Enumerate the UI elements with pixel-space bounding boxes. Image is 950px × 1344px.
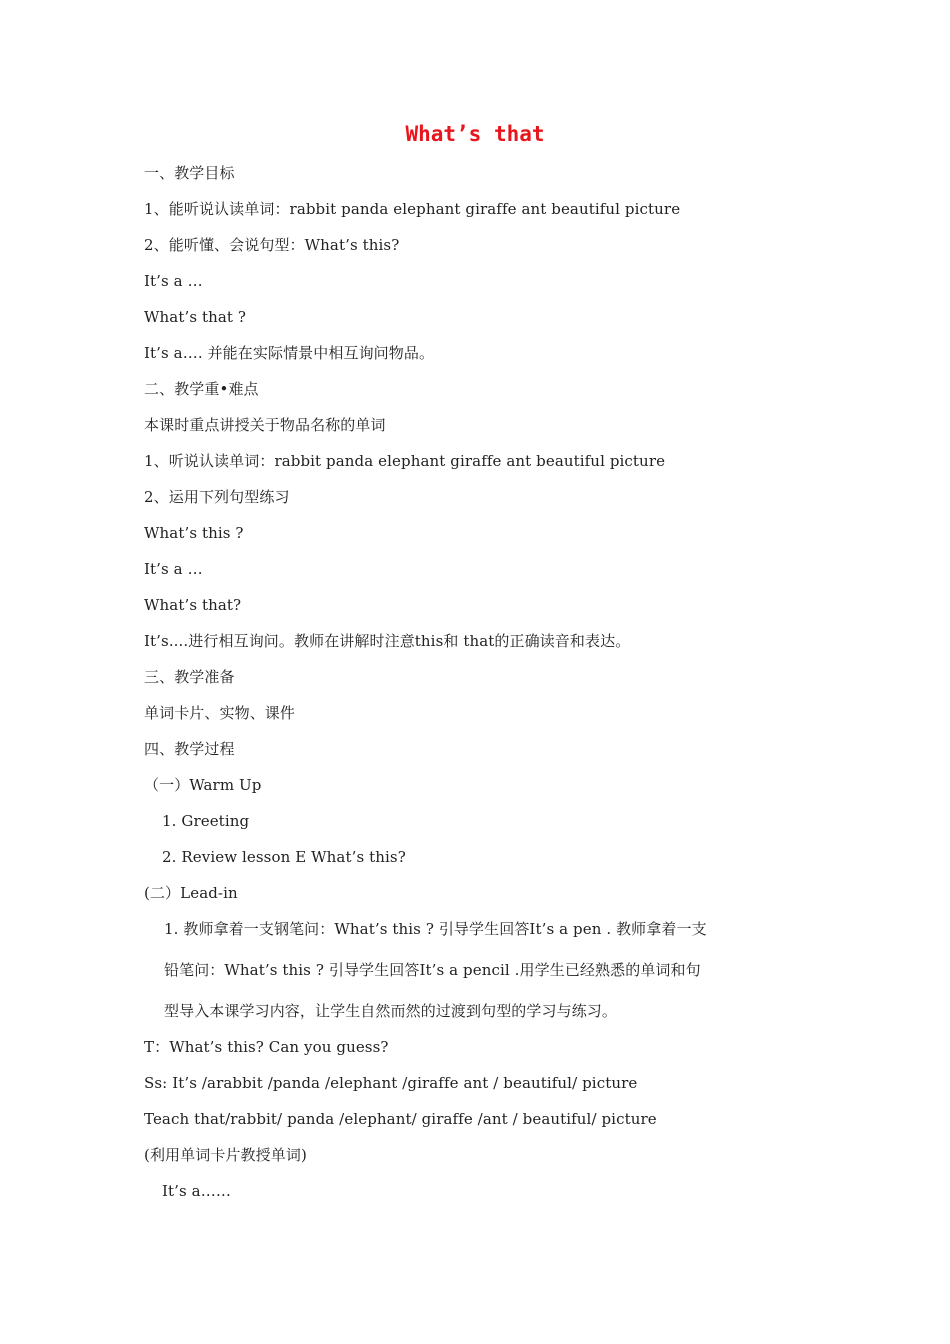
dialogue-students: Ss: It’s /arabbit /panda /elephant /giraffe ant / beautiful/ picture: [144, 1074, 638, 1092]
key-point-item-2: 2、运用下列句型练习: [144, 488, 290, 506]
pattern-line: It’s a…. 并能在实际情景中相互询问物品。: [144, 344, 435, 362]
lead-in-paragraph-line: 型导入本课学习内容，让学生自然而然的过渡到句型的学习与练习。: [164, 1002, 618, 1020]
lead-in-paragraph-line: 铅笔问：What’s this ? 引导学生回答It’s a pencil .用学生已经熟悉的单词和句: [164, 961, 701, 979]
section-heading-process: 四、教学过程: [144, 740, 235, 758]
subsection-lead-in: (二）Lead-in: [144, 884, 238, 902]
warm-up-item-1: 1. Greeting: [162, 812, 250, 830]
lead-in-paragraph-line: 1. 教师拿着一支钢笔问：What’s this ? 引导学生回答It’s a pen . 教师拿着一支: [164, 920, 707, 938]
warm-up-item-2: 2. Review lesson E What’s this?: [162, 848, 406, 866]
preparation-text: 单词卡片、实物、课件: [144, 704, 296, 722]
document-title: What’s that: [405, 122, 545, 146]
key-point-item-1: 1、听说认读单词：rabbit panda elephant giraffe ant beautiful picture: [144, 452, 666, 470]
pattern-line: It’s a …: [144, 272, 203, 290]
teach-words-line: Teach that/rabbit/ panda /elephant/ giraffe /ant / beautiful/ picture: [144, 1110, 657, 1128]
subsection-warm-up: （一）Warm Up: [144, 776, 262, 794]
pattern-line: What’s that?: [144, 596, 242, 614]
pattern-line: It’s a …: [144, 560, 203, 578]
section-heading-goals: 一、教学目标: [144, 164, 235, 182]
pattern-line: It’s a……: [162, 1182, 231, 1200]
key-points-text: 本课时重点讲授关于物品名称的单词: [144, 416, 386, 434]
dialogue-teacher: T：What’s this? Can you guess?: [144, 1038, 389, 1056]
pattern-line: What’s this ?: [144, 524, 244, 542]
section-heading-key-points: 二、教学重•难点: [144, 380, 259, 398]
pattern-line: It’s....进行相互询问。教师在讲解时注意this和 that的正确读音和表达。: [144, 632, 631, 650]
note-line: (利用单词卡片教授单词): [144, 1146, 307, 1164]
goal-item-2: 2、能听懂、会说句型：What’s this?: [144, 236, 400, 254]
goal-item-1: 1、能听说认读单词：rabbit panda elephant giraffe ant beautiful picture: [144, 200, 681, 218]
section-heading-preparation: 三、教学准备: [144, 668, 235, 686]
pattern-line: What’s that ?: [144, 308, 247, 326]
